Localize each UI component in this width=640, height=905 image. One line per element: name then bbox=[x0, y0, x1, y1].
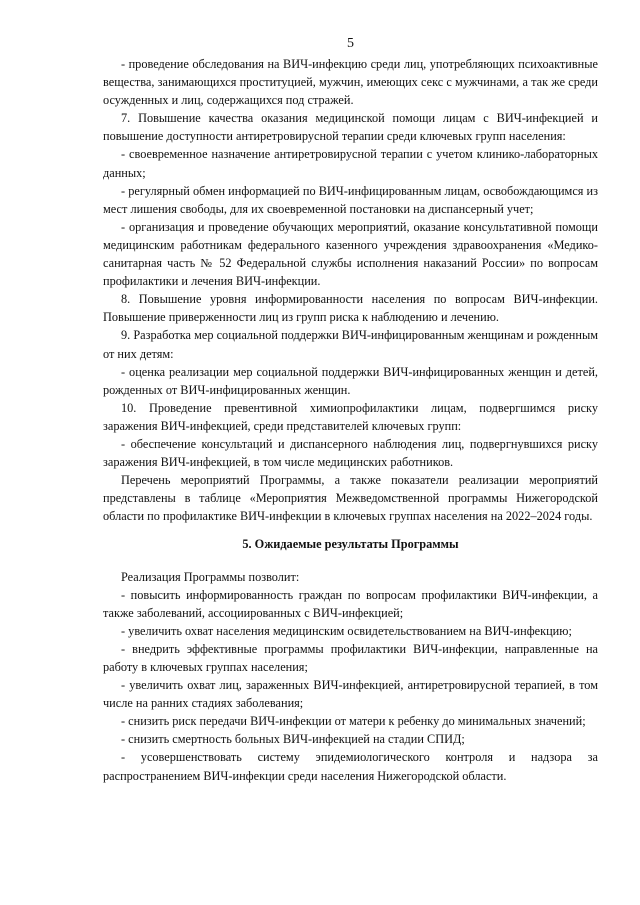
paragraph: - организация и проведение обучающих мероприятий, оказание консультативной помощи медицинским работникам федерального казенного учреждения здравоохранения «Медико-санитарная часть № 52 Федеральной службы исполнения наказаний России» по вопросам профилактики и лечения ВИЧ-инфекции. bbox=[103, 219, 598, 289]
page-number: 5 bbox=[347, 36, 354, 51]
paragraph: Перечень мероприятий Программы, а также показатели реализации мероприятий представлены в таблице «Мероприятия Межведомственной программы Нижегородской области по профилактике ВИЧ-инфекции в ключевых группах населения на 2022–2024 годы. bbox=[103, 473, 598, 524]
paragraph: - своевременное назначение антиретровирусной терапии с учетом клинико-лабораторных данных; bbox=[103, 147, 598, 180]
paragraph: - регулярный обмен информацией по ВИЧ-инфицированным лицам, освобождающимся из мест лишения свободы, для их своевременной постановки на диспансерный учет; bbox=[103, 183, 598, 216]
body-text-after bbox=[103, 568, 598, 785]
body-text-before bbox=[103, 55, 598, 525]
paragraph: - обеспечение консультаций и диспансерного наблюдения лиц, подвергнувшихся риску заражения ВИЧ-инфекцией, в том числе медицинских работников. bbox=[103, 436, 598, 470]
paragraph: 9. Разработка мер социальной поддержки ВИЧ-инфицированным женщинам и рожденным от них детям: bbox=[103, 328, 598, 361]
paragraph: Реализация Программы позволит: bbox=[121, 569, 300, 584]
paragraph: - увеличить охват лиц, зараженных ВИЧ-инфекцией, антиретровирусной терапией, в том числе на ранних стадиях заболевания; bbox=[103, 678, 598, 711]
paragraph: - оценка реализации мер социальной поддержки ВИЧ-инфицированных женщин и детей, рожденных от ВИЧ-инфицированных женщин. bbox=[103, 364, 598, 397]
paragraph: 7. Повышение качества оказания медицинской помощи лицам с ВИЧ-инфекцией и повышение доступности антиретровирусной терапии среди ключевых групп населения: bbox=[103, 111, 598, 144]
paragraph: - снизить риск передачи ВИЧ-инфекции от матери к ребенку до минимальных значений; bbox=[121, 714, 586, 729]
paragraph: - повысить информированность граждан по вопросам профилактики ВИЧ-инфекции, а также заболеваний, ассоциированных с ВИЧ-инфекцией; bbox=[103, 587, 598, 620]
section-heading: 5. Ожидаемые результаты Программы bbox=[242, 537, 459, 552]
paragraph: - проведение обследования на ВИЧ-инфекцию среди лиц, употребляющих психоактивные вещества, занимающихся проституцией, мужчин, имеющих секс с мужчинами, а так же среди осужденных и лиц, содержащихся под стражей. bbox=[103, 57, 598, 108]
paragraph: - увеличить охват населения медицинским освидетельствованием на ВИЧ-инфекцию; bbox=[121, 623, 572, 638]
paragraph: 10. Проведение превентивной химиопрофилактики лицам, подвергшимся риску заражения ВИЧ-инфекцией, среди представителей ключевых групп: bbox=[103, 400, 598, 433]
paragraph: - внедрить эффективные программы профилактики ВИЧ-инфекции, направленные на работу в ключевых группах населения; bbox=[103, 641, 598, 674]
paragraph: - снизить смертность больных ВИЧ-инфекцией на стадии СПИД; bbox=[121, 732, 465, 747]
paragraph: - усовершенствовать систему эпидемиологического контроля и надзора за распространением ВИЧ-инфекции среди населения Нижегородской области. bbox=[103, 750, 598, 783]
paragraph: 8. Повышение уровня информированности населения по вопросам ВИЧ-инфекции. Повышение приверженности лиц из групп риска к наблюдению и лечению. bbox=[103, 292, 598, 325]
